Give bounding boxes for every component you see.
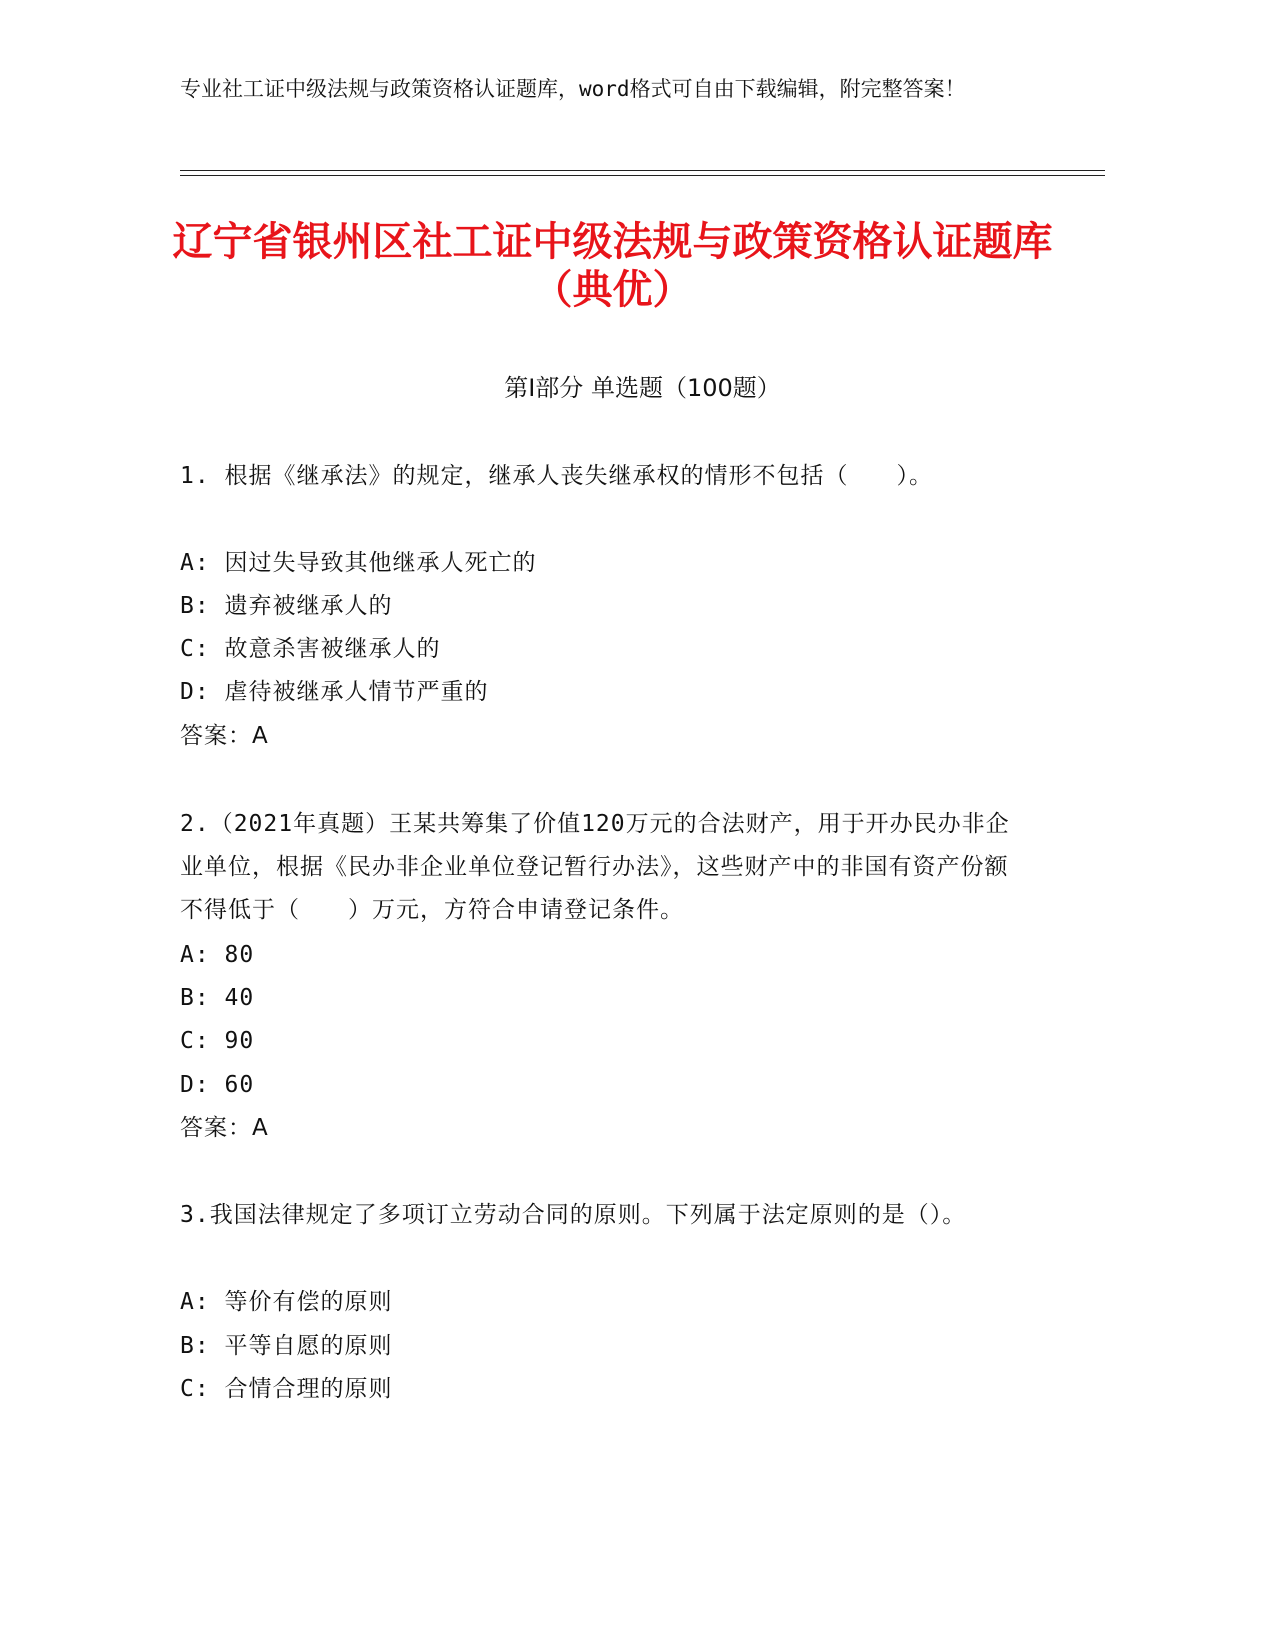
question-2-option-d: D: 60 bbox=[180, 1072, 255, 1098]
section-heading: 第Ⅰ部分 单选题（100题） bbox=[504, 374, 781, 402]
question-2-answer: 答案：A bbox=[180, 1115, 269, 1141]
question-1-answer: 答案：A bbox=[180, 723, 269, 749]
question-2-option-a: A: 80 bbox=[180, 942, 255, 968]
question-1-option-b: B: 遗弃被继承人的 bbox=[180, 593, 393, 619]
header-divider-top bbox=[180, 170, 1105, 171]
question-3-option-c: C: 合情合理的原则 bbox=[180, 1376, 393, 1402]
document-title: 辽宁省银州区社工证中级法规与政策资格认证题库（典优） bbox=[172, 219, 1053, 313]
header-note: 专业社工证中级法规与政策资格认证题库，word格式可自由下载编辑，附完整答案！ bbox=[180, 77, 966, 101]
question-2-option-c: C: 90 bbox=[180, 1028, 255, 1054]
question-3-option-a: A: 等价有偿的原则 bbox=[180, 1289, 393, 1315]
question-1-option-c: C: 故意杀害被继承人的 bbox=[180, 636, 441, 662]
question-1-stem: 1. 根据《继承法》的规定，继承人丧失继承权的情形不包括（ ）。 bbox=[180, 463, 934, 489]
question-2-option-b: B: 40 bbox=[180, 985, 255, 1011]
question-2-stem: 2.（2021年真题）王某共筹集了价值120万元的合法财产，用于开办民办非企业单位，根据《民办非企业单位登记暂行办法》，这些财产中的非国有资产份额不得低于（ ）万元，方符合申请登记条件。 bbox=[180, 811, 1010, 923]
question-3-stem: 3.我国法律规定了多项订立劳动合同的原则。下列属于法定原则的是（）。 bbox=[180, 1202, 967, 1228]
header-divider-bottom bbox=[180, 175, 1105, 176]
question-1-option-a: A: 因过失导致其他继承人死亡的 bbox=[180, 550, 537, 576]
question-3-option-b: B: 平等自愿的原则 bbox=[180, 1333, 393, 1359]
question-1-option-d: D: 虐待被继承人情节严重的 bbox=[180, 679, 489, 705]
